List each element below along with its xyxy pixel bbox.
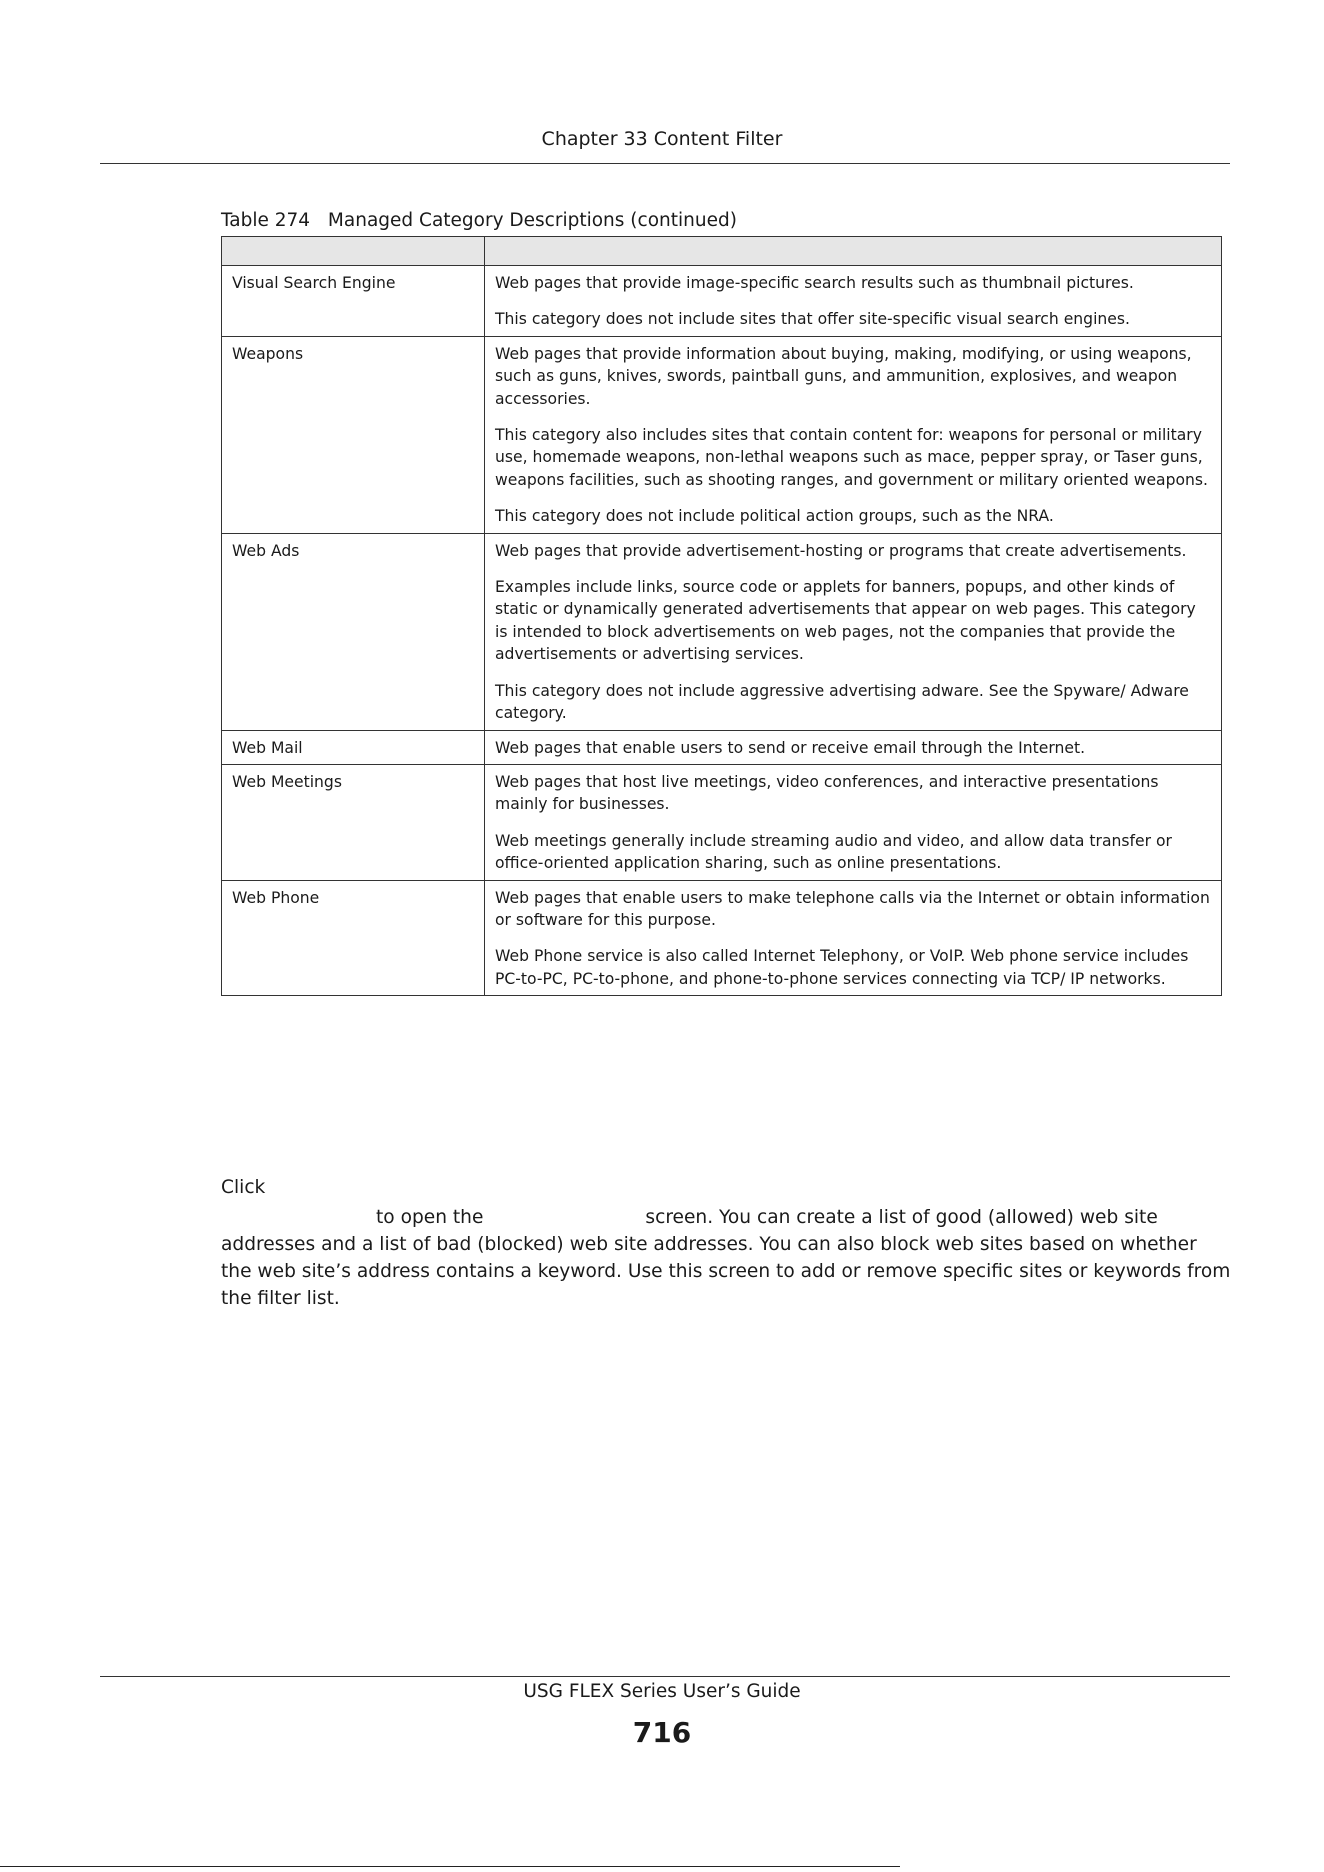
table-caption-title: Managed Category Descriptions (continued) <box>327 210 737 231</box>
description-paragraph: Web pages that enable users to send or receive email through the Internet. <box>495 738 1086 757</box>
table-caption <box>221 210 737 231</box>
description-paragraph: This category does not include aggressive advertising adware. See the Spyware/ Adware category. <box>495 681 1189 723</box>
category-description-cell <box>485 336 1222 533</box>
header-rule <box>100 163 1230 164</box>
category-description-cell <box>485 533 1222 730</box>
table-header-row <box>222 237 1222 266</box>
category-table <box>221 236 1222 996</box>
category-name-cell: Web Meetings <box>222 764 485 880</box>
description-paragraph: Web pages that enable users to make telephone calls via the Internet or obtain information or software for this purpose. <box>495 888 1210 929</box>
category-description-cell <box>485 730 1222 764</box>
description-paragraph: Examples include links, source code or applets for banners, popups, and other kinds of static or dynamically generated advertisements that appear on web pages. This category is intended to block advertisements on web pages, not the companies that provide the advertisements or advertising services. <box>495 578 1196 664</box>
description-paragraph: Web pages that host live meetings, video conferences, and interactive presentations mainly for businesses. <box>495 772 1159 814</box>
page-header <box>0 128 1324 150</box>
table-row <box>222 764 1222 880</box>
description-paragraph: This category does not include political action groups, such as the NRA. <box>495 507 1054 526</box>
guide-title: USG FLEX Series User’s Guide <box>523 1681 801 1702</box>
category-name-cell: Web Phone <box>222 880 485 996</box>
table-row <box>222 336 1222 533</box>
category-name-cell: Visual Search Engine <box>222 266 485 337</box>
category-name-cell: Web Ads <box>222 533 485 730</box>
chapter-title: Chapter 33 Content Filter <box>541 128 783 150</box>
category-name-cell: Web Mail <box>222 730 485 764</box>
page-footer <box>0 1677 1324 1749</box>
body-text-part-a: to open the <box>376 1207 484 1228</box>
bottom-edge-line <box>0 1866 900 1867</box>
description-paragraph: Web pages that provide information about buying, making, modifying, or using weapons, such as guns, knives, swords, paintball guns, and ammunition, explosives, and weapon accessories. <box>495 344 1192 408</box>
body-paragraph <box>221 1174 1231 1312</box>
description-paragraph: Web Phone service is also called Internet Telephony, or VoIP. Web phone service includes PC-to-PC, PC-to-phone, and phone-to-phone services connecting via TCP/ IP networks. <box>495 947 1189 988</box>
table-row <box>222 730 1222 764</box>
category-description-cell <box>485 880 1222 996</box>
table-row <box>222 533 1222 730</box>
body-text-part-b: screen. You can create a list of good (allowed) web site addresses and a list of bad (blocked) web site addresses. You can also block web sites based on whether the web site’s address contains a keyword. Use this screen to add or remove specific sites or keywords from the filter list. <box>221 1207 1231 1309</box>
description-paragraph: This category does not include sites that offer site-specific visual search engines. <box>495 310 1130 329</box>
column-header-category <box>222 237 485 266</box>
column-header-description <box>485 237 1222 266</box>
description-paragraph: This category also includes sites that contain content for: weapons for personal or military use, homemade weapons, non-lethal weapons such as mace, pepper spray, or Taser guns, weapons facilities, such as shooting ranges, and government or military oriented weapons. <box>495 426 1209 489</box>
table-row <box>222 880 1222 996</box>
description-paragraph: Web meetings generally include streaming audio and video, and allow data transfer or office-oriented application sharing, such as online presentations. <box>495 831 1172 873</box>
category-description-cell <box>485 764 1222 880</box>
category-description-cell <box>485 266 1222 337</box>
page-number: 716 <box>632 1716 692 1749</box>
description-paragraph: Web pages that provide image-specific search results such as thumbnail pictures. <box>495 274 1134 292</box>
table-row <box>222 266 1222 337</box>
body-line-click: Click <box>221 1177 266 1198</box>
table-caption-number: Table 274 <box>221 210 311 231</box>
category-name-cell: Weapons <box>222 336 485 533</box>
description-paragraph: Web pages that provide advertisement-hosting or programs that create advertisements. <box>495 541 1187 560</box>
